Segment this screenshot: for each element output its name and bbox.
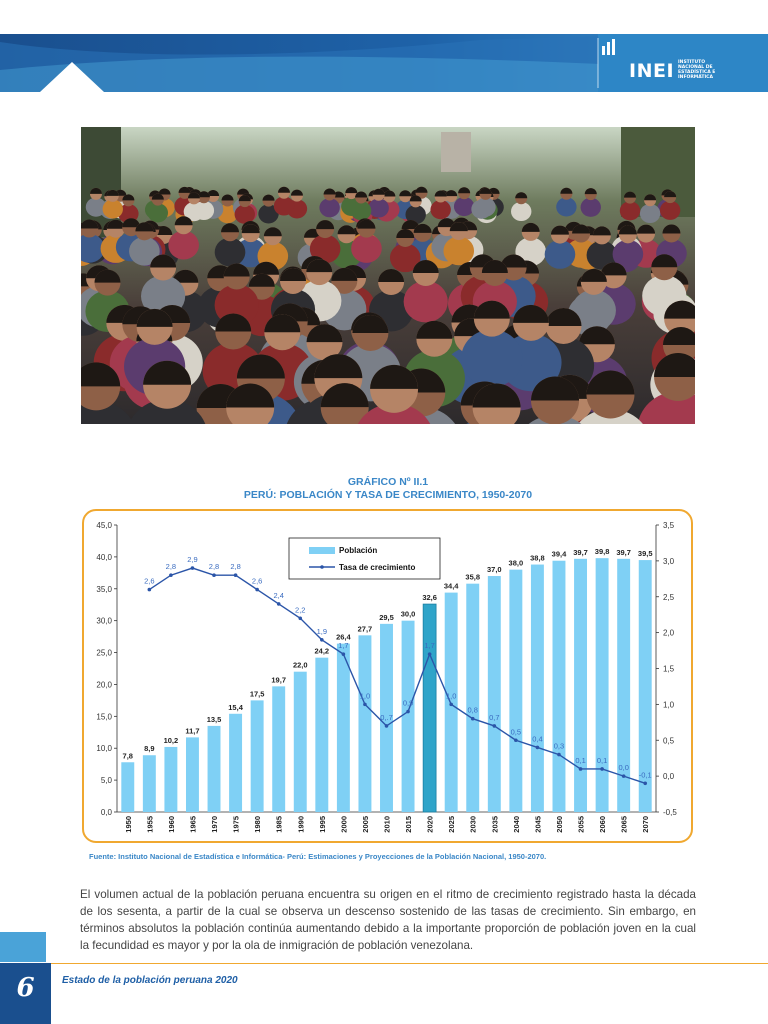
left-tick-label: 10,0	[96, 744, 112, 754]
right-tick-label: -0,5	[663, 808, 677, 817]
bar-2000	[337, 644, 350, 812]
bar-1990	[294, 672, 307, 812]
growth-point-2060	[600, 767, 604, 771]
legend-line-label: Tasa de crecimiento	[339, 563, 416, 572]
bar-1985	[272, 686, 285, 812]
bar-value-label: 39,7	[616, 547, 631, 557]
x-tick-label: 1980	[253, 816, 263, 833]
x-tick-label: 1970	[210, 816, 220, 833]
source-note: Fuente: Instituto Nacional de Estadística e Informática- Perú: Estimaciones y Proyecciones de la Población Nacional, 1950-2070.	[89, 852, 547, 861]
left-tick-label: 45,0	[96, 521, 112, 530]
left-tick-label: 30,0	[96, 616, 112, 626]
growth-value-label: 0,0	[618, 763, 629, 773]
x-tick-label: 2050	[554, 816, 564, 833]
x-tick-label: 2020	[425, 816, 435, 833]
body-paragraph: El volumen actual de la población peruana encuentra su origen en el ritmo de crecimiento registrado hasta la década de los sesenta, a partir de la cual se observa un descenso sostenido de las tasas de crecimiento. Sin embargo, en términos absolutos la población continúa aumentando debido a la importante proporción de población joven en la cual la fecundidad es mayor y por la ola de inmigración de población venezolana.	[80, 888, 696, 952]
growth-value-label: -0,1	[638, 770, 652, 780]
bar-2045	[531, 565, 544, 812]
growth-point-2070	[643, 782, 647, 786]
growth-value-label: 1,0	[445, 691, 457, 701]
bar-value-label: 38,8	[530, 553, 545, 563]
x-tick-label: 1965	[188, 816, 198, 833]
growth-point-1985	[277, 602, 281, 606]
right-tick-label: 1,5	[663, 664, 675, 674]
footer-accent-box	[0, 932, 46, 962]
x-tick-label: 2000	[339, 816, 349, 833]
bar-1965	[186, 737, 199, 812]
growth-value-label: 0,1	[596, 755, 608, 765]
left-tick-label: 15,0	[96, 712, 112, 722]
growth-value-label: 1,7	[424, 641, 435, 651]
legend-line-marker	[320, 565, 324, 569]
growth-point-2025	[449, 703, 453, 707]
x-tick-label: 2055	[576, 816, 586, 833]
bar-2060	[596, 558, 609, 812]
growth-value-label: 0,7	[489, 712, 500, 722]
left-tick-label: 20,0	[96, 680, 112, 690]
growth-value-label: 2,8	[165, 562, 177, 572]
x-tick-label: 1995	[317, 816, 327, 833]
bar-2005	[358, 635, 371, 812]
growth-value-label: 2,9	[187, 555, 198, 565]
left-tick-label: 25,0	[96, 648, 112, 658]
bar-value-label: 35,8	[465, 572, 481, 582]
bar-2050	[553, 561, 566, 812]
bar-value-label: 17,5	[249, 689, 265, 699]
x-tick-label: 2045	[533, 816, 543, 833]
bar-2040	[509, 570, 522, 812]
legend-bar-swatch	[309, 547, 335, 554]
bar-value-label: 8,9	[144, 744, 155, 754]
growth-point-2015	[406, 710, 410, 714]
growth-value-label: 0,8	[467, 705, 478, 715]
growth-point-1975	[234, 573, 238, 577]
growth-point-2040	[514, 738, 518, 742]
footer-divider	[51, 963, 768, 964]
growth-value-label: 2,2	[295, 605, 306, 615]
bar-value-label: 10,2	[163, 735, 179, 745]
footer-title: Estado de la población peruana 2020	[62, 975, 238, 986]
bar-1960	[164, 747, 177, 812]
bar-1955	[143, 755, 156, 812]
x-tick-label: 2065	[619, 816, 629, 833]
bar-value-label: 26,4	[336, 632, 351, 642]
bar-value-label: 30,0	[400, 609, 416, 619]
bar-1980	[251, 700, 264, 812]
chart-title	[80, 476, 696, 502]
bar-2055	[574, 559, 587, 812]
left-tick-label: 5,0	[100, 776, 112, 786]
growth-point-1970	[212, 573, 216, 577]
growth-point-1990	[298, 616, 302, 620]
right-tick-label: 2,0	[663, 628, 675, 638]
growth-value-label: 0,1	[575, 755, 586, 765]
growth-value-label: 2,8	[230, 562, 241, 572]
left-tick-label: 35,0	[96, 584, 112, 594]
growth-point-2030	[471, 717, 475, 721]
x-tick-label: 2035	[490, 816, 500, 833]
bar-value-label: 37,0	[486, 565, 502, 575]
growth-rate-line	[149, 568, 645, 783]
right-tick-label: 0,5	[663, 736, 675, 746]
bar-1995	[315, 658, 328, 812]
logo-bars-icon	[600, 38, 618, 56]
bar-1975	[229, 714, 242, 812]
bar-1950	[121, 762, 134, 812]
left-tick-label: 0,0	[100, 808, 112, 817]
bar-2035	[488, 576, 501, 812]
bar-value-label: 27,7	[357, 624, 373, 634]
x-tick-label: 2070	[641, 816, 651, 833]
x-tick-label: 1985	[274, 816, 284, 833]
bar-value-label: 34,4	[443, 581, 459, 591]
left-tick-label: 40,0	[96, 552, 112, 562]
bar-2015	[402, 621, 415, 812]
chart-title-line1: GRÁFICO Nº II.1	[347, 476, 429, 488]
growth-value-label: 2,8	[208, 562, 220, 572]
x-tick-label: 2010	[382, 816, 392, 833]
growth-point-2005	[363, 703, 367, 707]
bar-value-label: 39,7	[573, 547, 588, 557]
bar-1970	[208, 726, 221, 812]
bar-value-label: 39,5	[637, 549, 653, 559]
growth-value-label: 0,9	[402, 698, 414, 708]
right-tick-label: 2,5	[663, 592, 675, 602]
right-tick-label: 3,5	[663, 521, 675, 530]
growth-point-2050	[557, 753, 561, 757]
growth-point-2065	[622, 774, 626, 778]
bar-value-label: 38,0	[508, 558, 524, 568]
x-tick-label: 1975	[231, 816, 241, 833]
page-number: 6	[0, 963, 51, 1024]
bar-2030	[466, 584, 479, 812]
x-tick-label: 1950	[123, 816, 133, 833]
growth-point-1995	[320, 638, 324, 642]
growth-point-2035	[493, 724, 497, 728]
growth-value-label: 0,4	[532, 734, 543, 744]
x-tick-label: 2030	[468, 816, 478, 833]
legend-bar-label: Población	[339, 546, 378, 555]
growth-value-label: 2,6	[144, 576, 155, 586]
bar-2020	[423, 604, 436, 812]
bar-value-label: 29,5	[379, 612, 394, 622]
logo-text: INEI	[629, 60, 675, 82]
chart-title-line2: PERÚ: POBLACIÓN Y TASA DE CRECIMIENTO, 1950-2070	[243, 489, 533, 501]
growth-value-label: 1,7	[338, 641, 349, 651]
growth-value-label: 1,0	[359, 691, 371, 701]
x-tick-label: 1955	[145, 816, 155, 833]
right-tick-label: 0,0	[663, 772, 675, 782]
bar-value-label: 24,2	[314, 646, 330, 656]
growth-point-2020	[428, 652, 432, 656]
x-tick-label: 2040	[511, 816, 521, 833]
growth-point-1980	[255, 588, 259, 592]
crowd-photo	[81, 127, 695, 424]
bar-value-label: 19,7	[271, 675, 287, 685]
bar-value-label: 13,5	[206, 714, 222, 724]
growth-value-label: 0,.7	[380, 712, 393, 722]
right-tick-label: 1,0	[663, 700, 675, 710]
bar-value-label: 39,8	[594, 547, 610, 557]
growth-point-2045	[536, 746, 540, 750]
legend-box	[289, 538, 440, 579]
logo-subtitle: INSTITUTO NACIONAL DE ESTADÍSTICA E INFORMÁTICA	[678, 60, 716, 80]
growth-point-2010	[385, 724, 389, 728]
growth-point-1960	[169, 573, 173, 577]
bar-2025	[445, 593, 458, 812]
right-tick-label: 3,0	[663, 556, 675, 566]
growth-value-label: 1,9	[316, 626, 328, 636]
growth-value-label: 2,6	[251, 576, 263, 586]
bar-value-label: 39,4	[551, 549, 567, 559]
growth-value-label: 2,4	[273, 590, 284, 600]
growth-point-2055	[579, 767, 583, 771]
growth-point-2000	[342, 652, 346, 656]
bar-value-label: 15,4	[228, 702, 243, 712]
x-tick-label: 2060	[598, 816, 608, 833]
bar-value-label: 32,6	[422, 593, 437, 603]
growth-point-1955	[148, 588, 152, 592]
bar-value-label: 7,8	[122, 751, 133, 761]
bar-value-label: 11,7	[185, 726, 200, 736]
page-header	[0, 0, 768, 92]
x-tick-label: 1990	[296, 816, 306, 833]
x-tick-label: 1960	[166, 816, 176, 833]
growth-point-1965	[191, 566, 195, 570]
growth-value-label: 0,5	[510, 727, 522, 737]
x-tick-label: 2015	[404, 816, 414, 833]
population-chart	[82, 509, 693, 843]
inei-logo	[600, 38, 768, 90]
growth-value-label: 0,3	[553, 741, 565, 751]
x-tick-label: 2005	[360, 816, 370, 833]
bar-value-label: 22,0	[292, 660, 308, 670]
x-tick-label: 2025	[447, 816, 457, 833]
